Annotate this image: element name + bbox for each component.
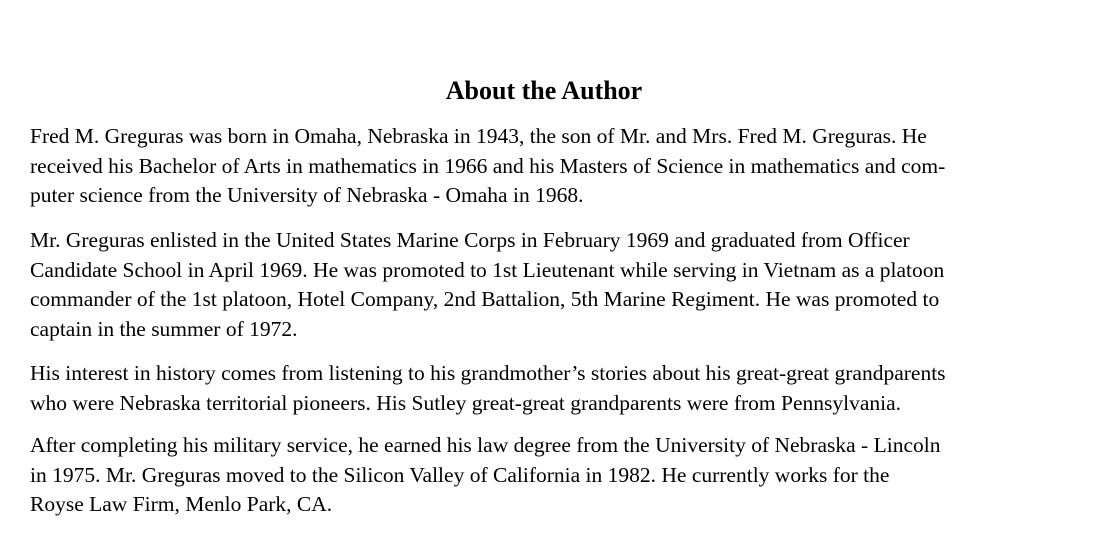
paragraph-line: puter science from the University of Nebraska - Omaha in 1968. [30, 183, 584, 207]
paragraph-line: received his Bachelor of Arts in mathematics in 1966 and his Masters of Science in mathematics and com- [30, 153, 946, 178]
paragraph-line: commander of the 1st platoon, Hotel Company, 2nd Battalion, 5th Marine Regiment. He was promoted to [30, 287, 940, 311]
page-title: About the Author [445, 76, 643, 105]
paragraph-law-career [30, 431, 1090, 520]
paragraph-line: Fred M. Greguras was born in Omaha, Nebraska in 1943, the son of Mr. and Mrs. Fred M. Greguras. He [30, 124, 927, 148]
paragraph-military [30, 226, 1090, 344]
paragraph-line: Mr. Greguras enlisted in the United States Marine Corps in February 1969 and graduated from Officer [30, 228, 910, 252]
paragraph-history-interest [30, 359, 1090, 418]
paragraph-line: Candidate School in April 1969. He was promoted to 1st Lieutenant while serving in Vietnam as a platoon [30, 257, 945, 282]
paragraph-line: captain in the summer of 1972. [30, 316, 298, 341]
paragraph-line: His interest in history comes from listening to his grandmother’s stories about his great-great grandparents [30, 361, 946, 385]
paragraph-birth-education [30, 122, 1090, 211]
paragraph-line: Royse Law Firm, Menlo Park, CA. [30, 492, 333, 516]
paragraph-line: After completing his military service, he earned his law degree from the University of Nebraska - Lincoln [30, 433, 941, 457]
paragraph-line: who were Nebraska territorial pioneers. His Sutley great-great grandparents were from Pennsylvania. [30, 390, 902, 415]
paragraph-line: in 1975. Mr. Greguras moved to the Silicon Valley of California in 1982. He currently works for the [30, 462, 890, 487]
